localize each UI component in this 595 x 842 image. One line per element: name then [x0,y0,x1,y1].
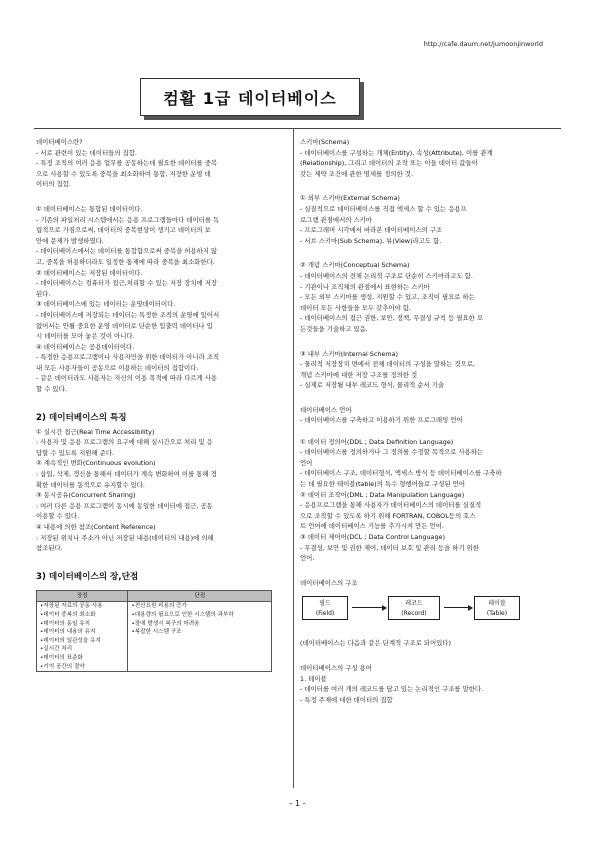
cons-cell: •장애 발생시 복구의 어려움 [128,620,272,629]
cons-cell [128,663,272,672]
table-row [37,611,272,620]
schema-section [300,137,562,179]
text-line: 는 데 필요한 테이블(table)의 특수 형행어들로 구성된 언어 [300,480,466,489]
text-line: 로그램 관점에서의 스키마 [300,215,372,224]
cons-cell [128,645,272,654]
text-line: ③ 동시공유(Concurrent Sharing) [36,491,136,500]
table-row [37,602,272,611]
text-line: - 데이터베이스에 저장되는 데이터는 특정한 조직의 운영에 있어서 [36,310,220,319]
pros-cell: •데이터의 동일 유지 [37,620,128,629]
field-box-sub: (Field) [315,610,335,618]
page-title: 컴활 1급 데이터베이스 [163,88,337,108]
internal-schema-section [300,349,562,391]
text-line: 답할 수 있도록 지원해 준다. [36,448,115,457]
text-line: - 데이터베이스는 컴퓨터가 접근,처리할 수 있는 저장 장치에 저장 [36,279,218,288]
table-row [37,645,272,654]
text-line: 고, 중복을 허용하더라도 일정한 통제에 따라 중복을 최소화한다. [36,257,215,266]
text-line: (Relationship), 그리고 데이터의 조작 또는 이들 데이터 값들이 [300,159,478,168]
text-line: - 서브 스키마(Sub Schema), 뷰(View)라고도 함. [300,236,442,245]
pros-cell: •데이터 중복의 최소화 [37,611,128,620]
text-line: : 삽입, 삭제, 갱신을 통해서 데이터가 계속 변화하여 이를 통해 정 [36,470,217,479]
record-box [388,596,440,620]
text-line: ① 데이터 정의어(DDL ; Data Definition Language) [300,437,454,446]
text-line: - 물리적 저장장치 면에서 전체 데이터의 구성을 말하는 것으로, [300,360,475,369]
text-line: ③ 내부 스키마(Internal Schema) [300,349,398,358]
text-line: - 특정한 응용프로그램이나 사용자만을 위한 데이터가 아니라 조직 [36,353,220,362]
features-section [36,427,286,554]
cons-cell: •복잡한 시스템 구조 [128,628,272,637]
table-row [37,654,272,663]
text-line: - 데이터베이스에서는 데이터를 통합함으로써 중복을 허용하지 않 [36,247,218,256]
table-row [37,620,272,629]
text-line: ① 외부 스키마(External Schema) [300,194,400,203]
text-line: : 여러 다른 응용 프로그램이 동시에 동일한 데이터에 접근, 공동 [36,501,213,510]
text-line: 언어 [300,458,313,467]
text-line: 된다. [36,289,51,298]
text-line: - 기관이나 조직체의 관점에서 표현하는 스키마 [300,282,430,291]
text-line: 트 언어에 데이터베이스 기능를 추가시켜 만든 언어. [300,522,444,531]
intro-section [36,137,286,190]
text-line: 참조된다. [36,544,63,553]
text-line: - 데이터베이스를 정의하거나 그 정의를 수정할 목적으로 사용하는 [300,448,484,457]
table-row [37,663,272,672]
field-box-label: 필드 [319,600,331,608]
adv-table [36,590,272,672]
text-line [300,426,562,437]
text-line: : 사용자 및 응용 프로그램의 요구에 대해 실시간으로 처리 및 응 [36,438,213,447]
text-line: - 특정 주제에 대한 데이터의 집합 [300,695,393,704]
conceptual-schema-section [300,260,562,334]
text-line: : 저장된 위치나 주소가 아닌 저장된 내용(데이터의 내용)에 의해 [36,533,214,542]
text-line: ② 계속적인 변화(Continuous evolution) [36,459,156,468]
table-row [37,628,272,637]
text-line: 내 모든 사용자들이 공동으로 이용하는 데이터의 집합이다. [36,363,199,372]
cons-cell: •전산요원 비용의 증가 [128,602,272,611]
text-line: 데이터베이스란? [36,138,83,146]
cons-cell [128,654,272,663]
text-line: - 응용프로그램을 통해 사용자가 데이터베이스의 데이터를 실질적 [300,501,482,510]
adv-heading: 3) 데이터베이스의 장,단점 [36,571,139,582]
text-line: 언어. [300,554,315,563]
text-line: - 기존의 파일처리 시스템에서는 응용 프로그램들마다 데이터를 독 [36,215,220,224]
text-line: 개념 스키마에 대한 저장 구조를 정의한 것 [300,370,418,379]
text-line: 으로 조작할 수 있도록 하기 위해 FORTRAN, COBOL등의 호스 [300,511,476,520]
text-line: 이터의 집합. [36,180,71,189]
cons-cell: •대용량의 필요으로 인한 시스템의 과부하 [128,611,272,620]
text-line: ② 개념 스키마(Conceptual Schema) [300,261,410,270]
text-line: ① 실시간 접근(Real Time Accessibility) [36,427,155,436]
text-line: 없어서는 안될 중요한 운영 데이터로 단순한 입출력 데이터나 입 [36,321,213,330]
top-divider [34,128,561,129]
text-line: - 데이터베이스를 구성하는 개체(Entity), 속성(Attribute), 이를 관계 [300,148,493,157]
text-line: ③ 데이터 제어어(DCL ; Data Control Language) [300,533,445,541]
adv-header-pros: 장점 [37,590,128,602]
language-section [300,405,562,564]
pros-cell: •실시간 처리 [37,645,128,654]
text-line: - 데이터를 여러 개의 레코드를 담고 있는 논리적인 구조를 말한다. [300,685,484,694]
text-line: - 같은 데이터라도 사용자는 자신의 이용 목적에 따라 다르게 사용 [36,374,218,383]
text-line: 이용할 수 있다. [36,512,80,521]
external-schema-section [300,193,562,246]
structure-diagram [300,592,562,636]
arrow-icon [444,607,472,608]
text-line: - 모든 외부 스키마를 생성, 지원할 수 있고, 조직이 필요로 하는 [300,293,475,302]
text-line: 갖는 제약 조건에 관한 명세를 정의한 것. [300,169,413,178]
pros-cell: •저장된 자료의 공동 사용 [37,602,128,611]
definition-section [36,204,286,395]
arrow-icon [352,607,386,608]
text-line: - 실제로 저장될 내부 레코드 형식, 물리적 순서 기술 [300,381,445,390]
text-line: 든것들을 기술하고 있음. [300,324,368,333]
text-line: 립적으로 가짐으로써, 데이터의 중복현상이 생기고 데이터의 보 [36,226,211,235]
text-line: - 서로 관련이 있는 데이터들의 집합. [36,148,137,157]
text-line: 1. 테이블 [300,674,327,683]
header-url: http://cafe.daum.net/jumoonjinworld [423,40,543,48]
text-line: 확한 데이터를 동적으로 유지할수 있다. [36,480,145,489]
text-line: - 프로그래머 시각에서 바라본 데이터베이스의 구조 [300,226,443,235]
text-line: ② 데이터 조작어(DML ; Data Manipulation Language) [300,490,465,499]
table-box-sub: (Table) [486,610,508,618]
text-line: - 데이터베이스를 구축하고 이용하기 위한 프로그래밍 언어 [300,416,463,425]
left-column [36,137,286,672]
text-line: ③ 데이터베이스에 있는 데이터는 운영데이터이다. [36,300,176,309]
table-row [37,637,272,646]
text-line: 스키마(Schema) [300,138,350,146]
right-column [300,137,562,705]
adv-header-cons: 단점 [128,590,272,602]
structure-note: (데이터베이스는 다음과 같은 단계적 구조로 되어있다) [300,639,451,648]
text-line: 시 데이터를 모아 놓은 것이 아니다. [36,332,135,341]
elements-section [300,663,562,705]
record-box-sub: (Record) [401,610,427,618]
page-number: - 1 - [289,799,306,808]
text-line: - 데이터베이스의 전체 논리적 구조로 단순히 스키마라고도 함. [300,271,473,280]
features-heading: 2) 데이터베이스의 특징 [36,412,127,423]
title-box [140,78,360,116]
column-divider [293,128,294,788]
text-line: - 데이터베이스의 접근 권한, 보안, 정책, 무결성 규칙 등 필요한 모 [300,314,484,323]
field-box [302,596,348,620]
pros-cell: •데이터의 일관성을 유지 [37,637,128,646]
table-box [474,596,520,620]
text-line: ④ 내용에 의한 참조(Content Reference) [36,523,156,531]
text-line: 안에 문제가 발생하였다. [36,236,104,245]
text-line: 데이터베이스 언어 [300,405,352,414]
text-line: 데이터 모든 사항들을 모두 갖추어야 함. [300,303,411,312]
text-line: 할 수 있다. [36,385,67,394]
text-line: - 무결성, 보안 및 권한 제어, 데이터 보호 및 관리 등을 하기 위한 [300,543,479,552]
record-box-label: 레코드 [405,600,423,608]
text-line: - 실질적으로 데이터베이스를 직접 엑세스 할 수 있는 응용프 [300,204,467,213]
pros-cell: •기억 공간의 절약 [37,663,128,672]
text-line: ④ 데이터베이스는 공용데이터이다. [36,342,135,351]
cons-cell [128,637,272,646]
text-line: ② 데이터베이스는 저장된 데이터이다. [36,268,143,277]
text-line: - 데이터베이스 구조, 데이터형식, 액세스 방식 등 데이터베이스를 구축하 [300,469,502,478]
text-line: ① 데이터베이스는 통합된 데이터이다. [36,204,143,213]
text-line: - 특정 조직의 여러 응용 업무를 공동하는데 필요한 데이터를 중복 [36,159,218,168]
structure-heading: 데이터베이스의 구조 [300,578,358,587]
pros-cell: •데이터의 표준화 [37,654,128,663]
pros-cell: •데이터의 내용의 유지 [37,628,128,637]
text-line: 데이터베이스의 구성 용어 [300,663,372,672]
table-box-label: 테이블 [488,600,506,608]
text-line: 으로 사용할 수 있도록 중복을 최소화하여 통합, 저장한 운영 데 [36,169,211,178]
